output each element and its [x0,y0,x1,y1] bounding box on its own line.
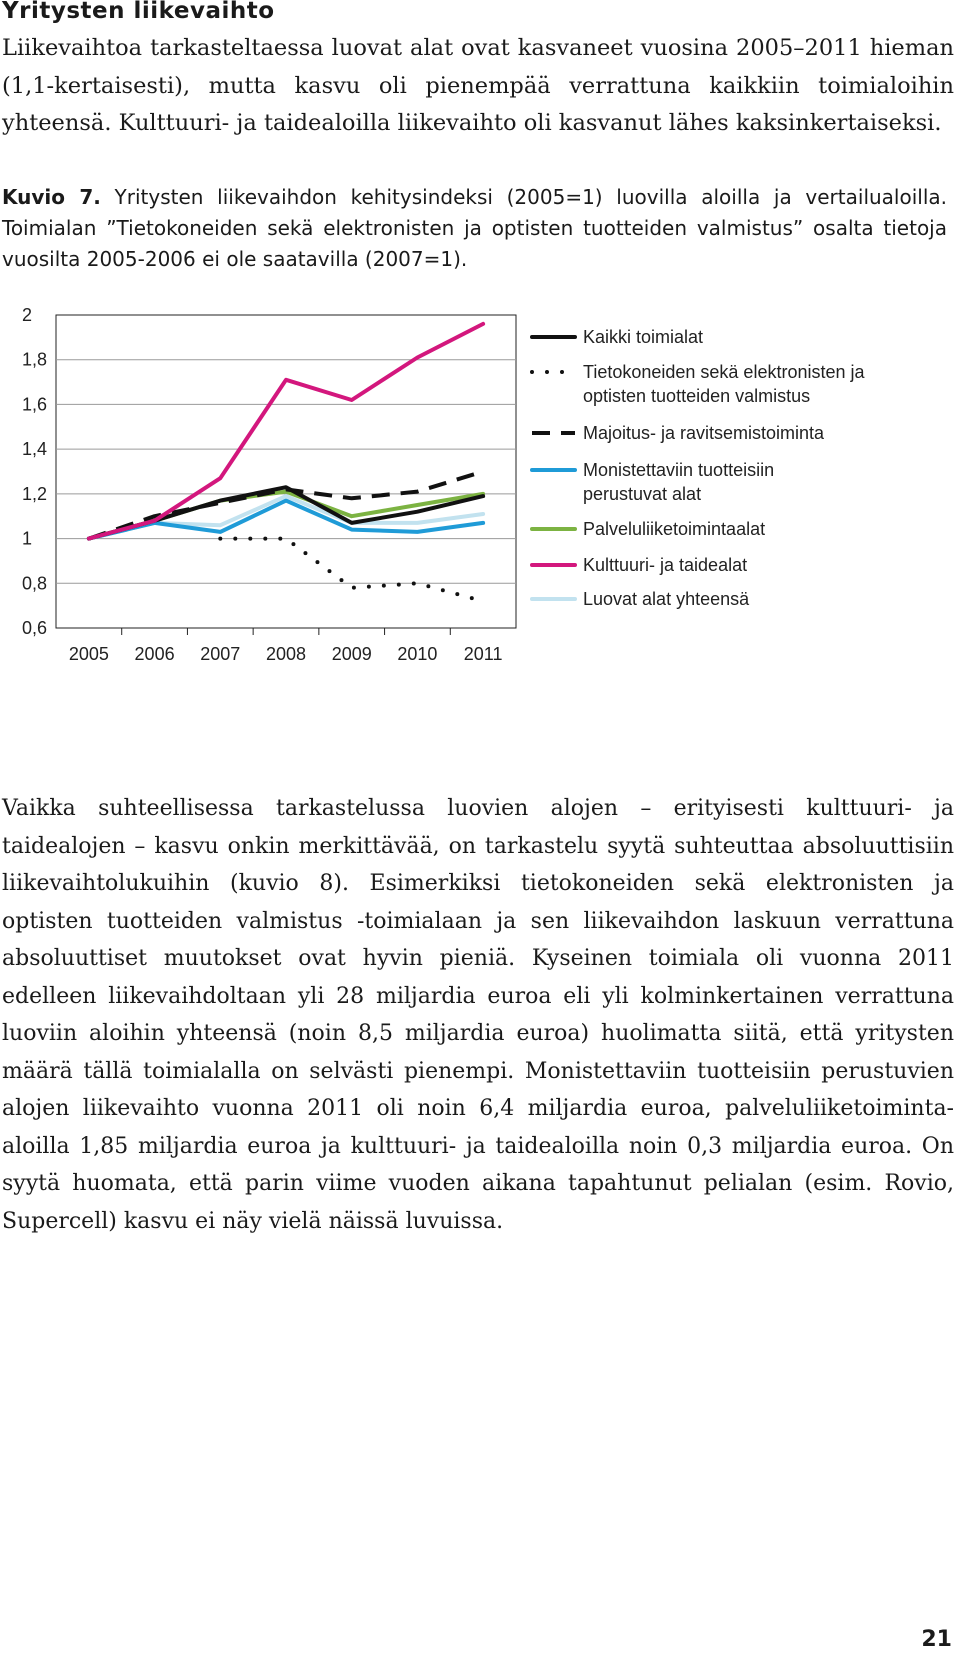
caption-text: Yritysten liikevaihdon kehitysindeksi (2005=1) luovilla aloilla ja vertailualoilla. Toimialan ”Tietokoneiden sekä elektronisten ja optisten tuotteiden valmistus” osalta tietoja vuosilta 2005-2006 ei ole saatavilla (2007=1). [2,185,948,271]
legend-label: Palveluliiketoimintaalat [583,519,766,539]
series-line [220,539,483,602]
intro-paragraph: Liikevaihtoa tarkasteltaessa luovat alat ovat kasvaneet vuosina 2005–2011 hieman (1,1-kertaisesti), mutta kasvu oli pienempää verrattuna kaikkiin toimialoihin yhteensä. Kulttuuri- ja taidealoilla liikevaihto oli kasvanut lähes kaksinkertaiseksi. [2,35,954,136]
section-title: Yritysten liikevaihto [2,0,275,24]
x-tick-label: 2008 [265,644,307,664]
legend-label: Monistettaviin tuotteisiin perustuvat alat [583,460,775,504]
y-axis-ticks [22,305,47,638]
legend-label: Kaikki toimialat [583,327,704,347]
page-number: 21 [921,1627,952,1652]
y-tick-label: 1,4 [22,439,48,460]
x-tick-label: 2009 [331,644,372,664]
chart-grid [56,315,516,635]
y-tick-label: 2 [22,305,33,325]
x-tick-label: 2006 [134,644,175,664]
legend-label: Tietokoneiden sekä elektronisten ja optisten tuotteiden valmistus [583,362,865,406]
y-tick-label: 1,2 [22,483,48,504]
y-tick-label: 0,6 [22,618,48,638]
body-paragraph: Vaikka suhteellisessa tarkastelussa luovien alojen – erityisesti kulttuuri- ja taidealojen – kasvu onkin merkittävää, on tarkastelu syytä suhteuttaa absoluuttisiin liikevaihtolukuihin (kuvio 8). Esimerkiksi tietokoneiden sekä elektronisten ja optisten tuotteiden valmistus -toimialaan ja sen liikevaihdon laskuun verrattuna absoluuttiset muutokset ovat hyvin pieniä. Kyseinen toimiala oli vuonna 2011 edelleen liikevaihdoltaan yli 28 miljardia euroa eli yli kolminkertainen verrattuna luoviin aloihin yhteensä (noin 8,5 miljardia euroa) huolimatta siitä, että yritysten määrä tällä toimialalla on selvästi pienempi. Monistettaviin tuotteisiin perustuvien alojen liikevaihto vuonna 2011 oli noin 6,4 miljardia euroa, palveluliiketoiminta-aloilla 1,85 miljardia euroa ja kulttuuri- ja taidealoilla noin 0,3 miljardia euroa. On syytä huomata, että parin viime vuoden aikana tapahtunut pelialan (esim. Rovio, Supercell) kasvu ei näy vielä näissä luvuissa. [2,796,954,1234]
y-tick-label: 1,8 [22,349,48,370]
y-tick-label: 1 [22,528,33,549]
x-axis-ticks [69,644,503,664]
caption-label: Kuvio 7. [2,185,101,209]
x-tick-label: 2011 [463,644,503,664]
legend-label: Kulttuuri- ja taidealat [583,555,748,575]
y-tick-label: 0,8 [22,573,48,594]
figure-caption [2,182,947,275]
line-chart [0,300,960,710]
plot-frame [56,315,516,628]
x-tick-label: 2010 [397,644,438,664]
y-tick-label: 1,6 [22,394,48,415]
series-line [89,324,483,539]
x-tick-label: 2007 [200,644,241,664]
chart-legend [532,327,865,609]
legend-label: Luovat alat yhteensä [583,589,750,609]
legend-label: Majoitus- ja ravitsemistoiminta [583,423,825,443]
chart-series [89,324,483,601]
x-tick-label: 2005 [68,644,109,664]
